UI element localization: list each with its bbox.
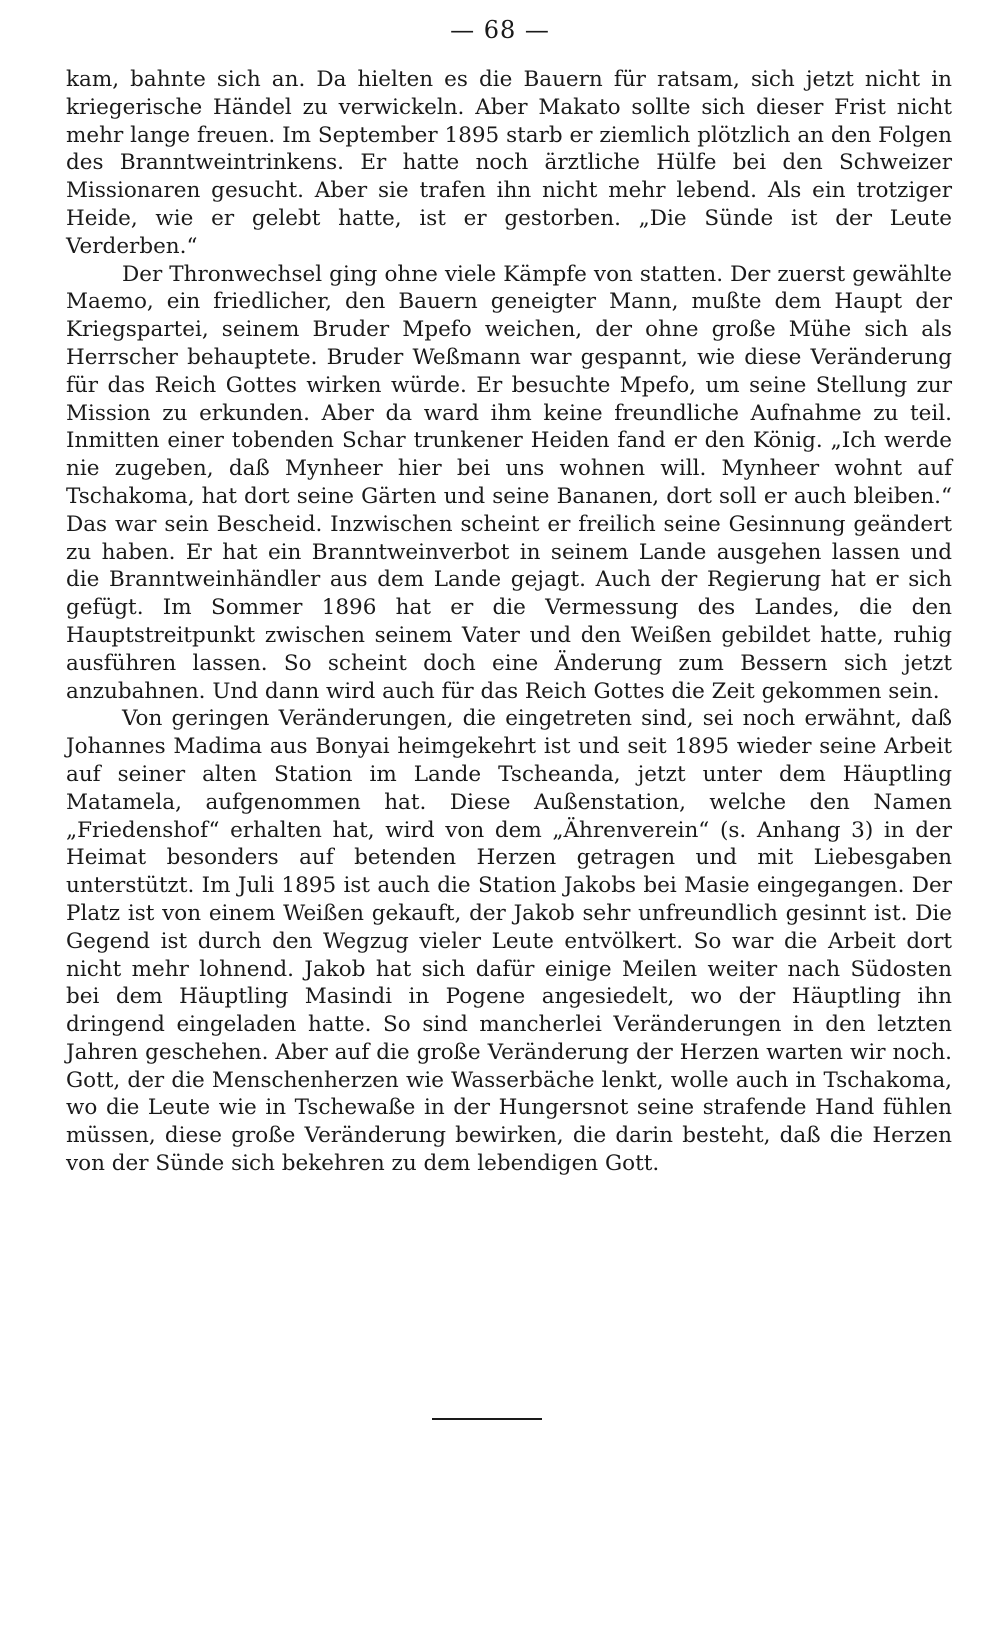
page-number: — 68 — [450,16,550,44]
paragraph-2: Der Thronwechsel ging ohne viele Kämpfe von statten. Der zuerst gewählte Maemo, ein friedlicher, den Bauern geneigter Mann, mußte dem Haupt der Kriegspartei, seinem Bruder Mpefo weichen, der ohne große Mühe sich als Herrscher behauptete. Bruder Weßmann war gespannt, wie diese Veränderung für das Reich Gottes wirken würde. Er besuchte Mpefo, um seine Stellung zur Mission zu erkunden. Aber da ward ihm keine freundliche Aufnahme zu teil. Inmitten einer tobenden Schar trunkener Heiden fand er den König. „Ich werde nie zugeben, daß Mynheer hier bei uns wohnen will. Mynheer wohnt auf Tschakoma, hat dort seine Gärten und seine Bananen, dort soll er auch bleiben.“ Das war sein Bescheid. Inzwischen scheint er freilich seine Gesinnung geändert zu haben. Er hat ein Branntweinverbot in seinem Lande ausgehen lassen und die Branntweinhändler aus dem Lande gejagt. Auch der Regierung hat er sich gefügt. Im Sommer 1896 hat er die Vermessung des Landes, die den Hauptstreitpunkt zwischen seinem Vater und den Weißen gebildet hatte, ruhig ausführen lassen. So scheint doch eine Änderung zum Bessern sich jetzt anzubahnen. Und dann wird auch für das Reich Gottes die Zeit gekommen sein. [66,261,952,704]
paragraph-3: Von geringen Veränderungen, die eingetreten sind, sei noch erwähnt, daß Johannes Madima aus Bonyai heimgekehrt ist und seit 1895 wieder seine Arbeit auf seiner alten Station im Lande Tscheanda, jetzt unter dem Häuptling Matamela, aufgenommen hat. Diese Außenstation, welche den Namen „Friedenshof“ erhalten hat, wird von dem „Ährenverein“ (s. Anhang 3) in der Heimat besonders auf betenden Herzen getragen und mit Liebesgaben unterstützt. Im Juli 1895 ist auch die Station Jakobs bei Masie eingegangen. Der Platz ist von einem Weißen gekauft, der Jakob sehr unfreundlich gesinnt ist. Die Gegend ist durch den Wegzug vieler Leute entvölkert. So war die Arbeit dort nicht mehr lohnend. Jakob hat sich dafür einige Meilen weiter nach Südosten bei dem Häuptling Masindi in Pogene angesiedelt, wo der Häuptling ihn dringend eingeladen hatte. So sind mancherlei Veränderungen in den letzten Jahren geschehen. Aber auf die große Veränderung der Herzen warten wir noch. Gott, der die Menschenherzen wie Wasserbäche lenkt, wolle auch in Tschakoma, wo die Leute wie in Tschewaße in der Hungersnot seine strafende Hand fühlen müssen, diese große Veränderung bewirken, die darin besteht, daß die Herzen von der Sünde sich bekehren zu dem lebendigen Gott. [66,706,952,1177]
paragraph-1: kam, bahnte sich an. Da hielten es die Bauern für ratsam, sich jetzt nicht in kriegerische Händel zu verwickeln. Aber Makato sollte sich dieser Frist nicht mehr lange freuen. Im September 1895 starb er ziemlich plötzlich an den Folgen des Branntweintrinkens. Er hatte noch ärztliche Hülfe bei den Schweizer Missionaren gesucht. Aber sie trafen ihn nicht mehr lebend. Als ein trotziger Heide, wie er gelebt hatte, ist er gestorben. „Die Sünde ist der Leute Verderben.“ [66,67,952,259]
end-rule [432,1418,542,1420]
body-text [66,66,952,1178]
